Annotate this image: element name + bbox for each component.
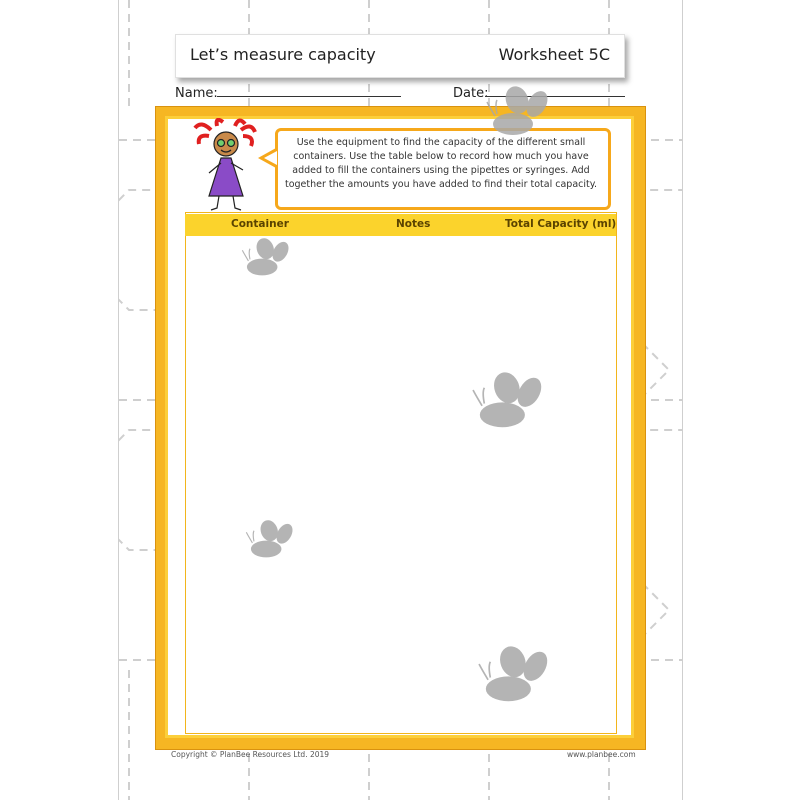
name-label: Name: [175, 86, 218, 101]
date-label: Date: [453, 86, 489, 101]
girl-illustration [191, 118, 261, 213]
worksheet-page [118, 0, 683, 800]
worksheet-number: Worksheet 5C [498, 45, 610, 64]
bee-watermark-icon [471, 646, 557, 708]
column-header-total-capacity: Total Capacity (ml) [505, 218, 617, 230]
worksheet-title: Let’s measure capacity [190, 45, 376, 64]
copyright-text: Copyright © PlanBee Resources Ltd. 2019 [171, 750, 330, 759]
instructions-text: Use the equipment to find the capacity of the different small containers. Use the table below to record how much you have added to fill the containers using the pipettes or syringes. Add together the amounts you have added to find their total capacity. [284, 137, 598, 190]
column-header-container: Container [231, 218, 289, 230]
bee-watermark-icon [483, 86, 553, 141]
name-line[interactable] [217, 96, 401, 97]
bee-watermark-icon [241, 520, 299, 562]
website-link[interactable]: www.planbee.com [567, 750, 636, 759]
title-bar [175, 34, 625, 78]
column-header-notes: Notes [396, 218, 431, 230]
bee-watermark-icon [465, 372, 551, 434]
bee-watermark-icon [237, 238, 295, 280]
